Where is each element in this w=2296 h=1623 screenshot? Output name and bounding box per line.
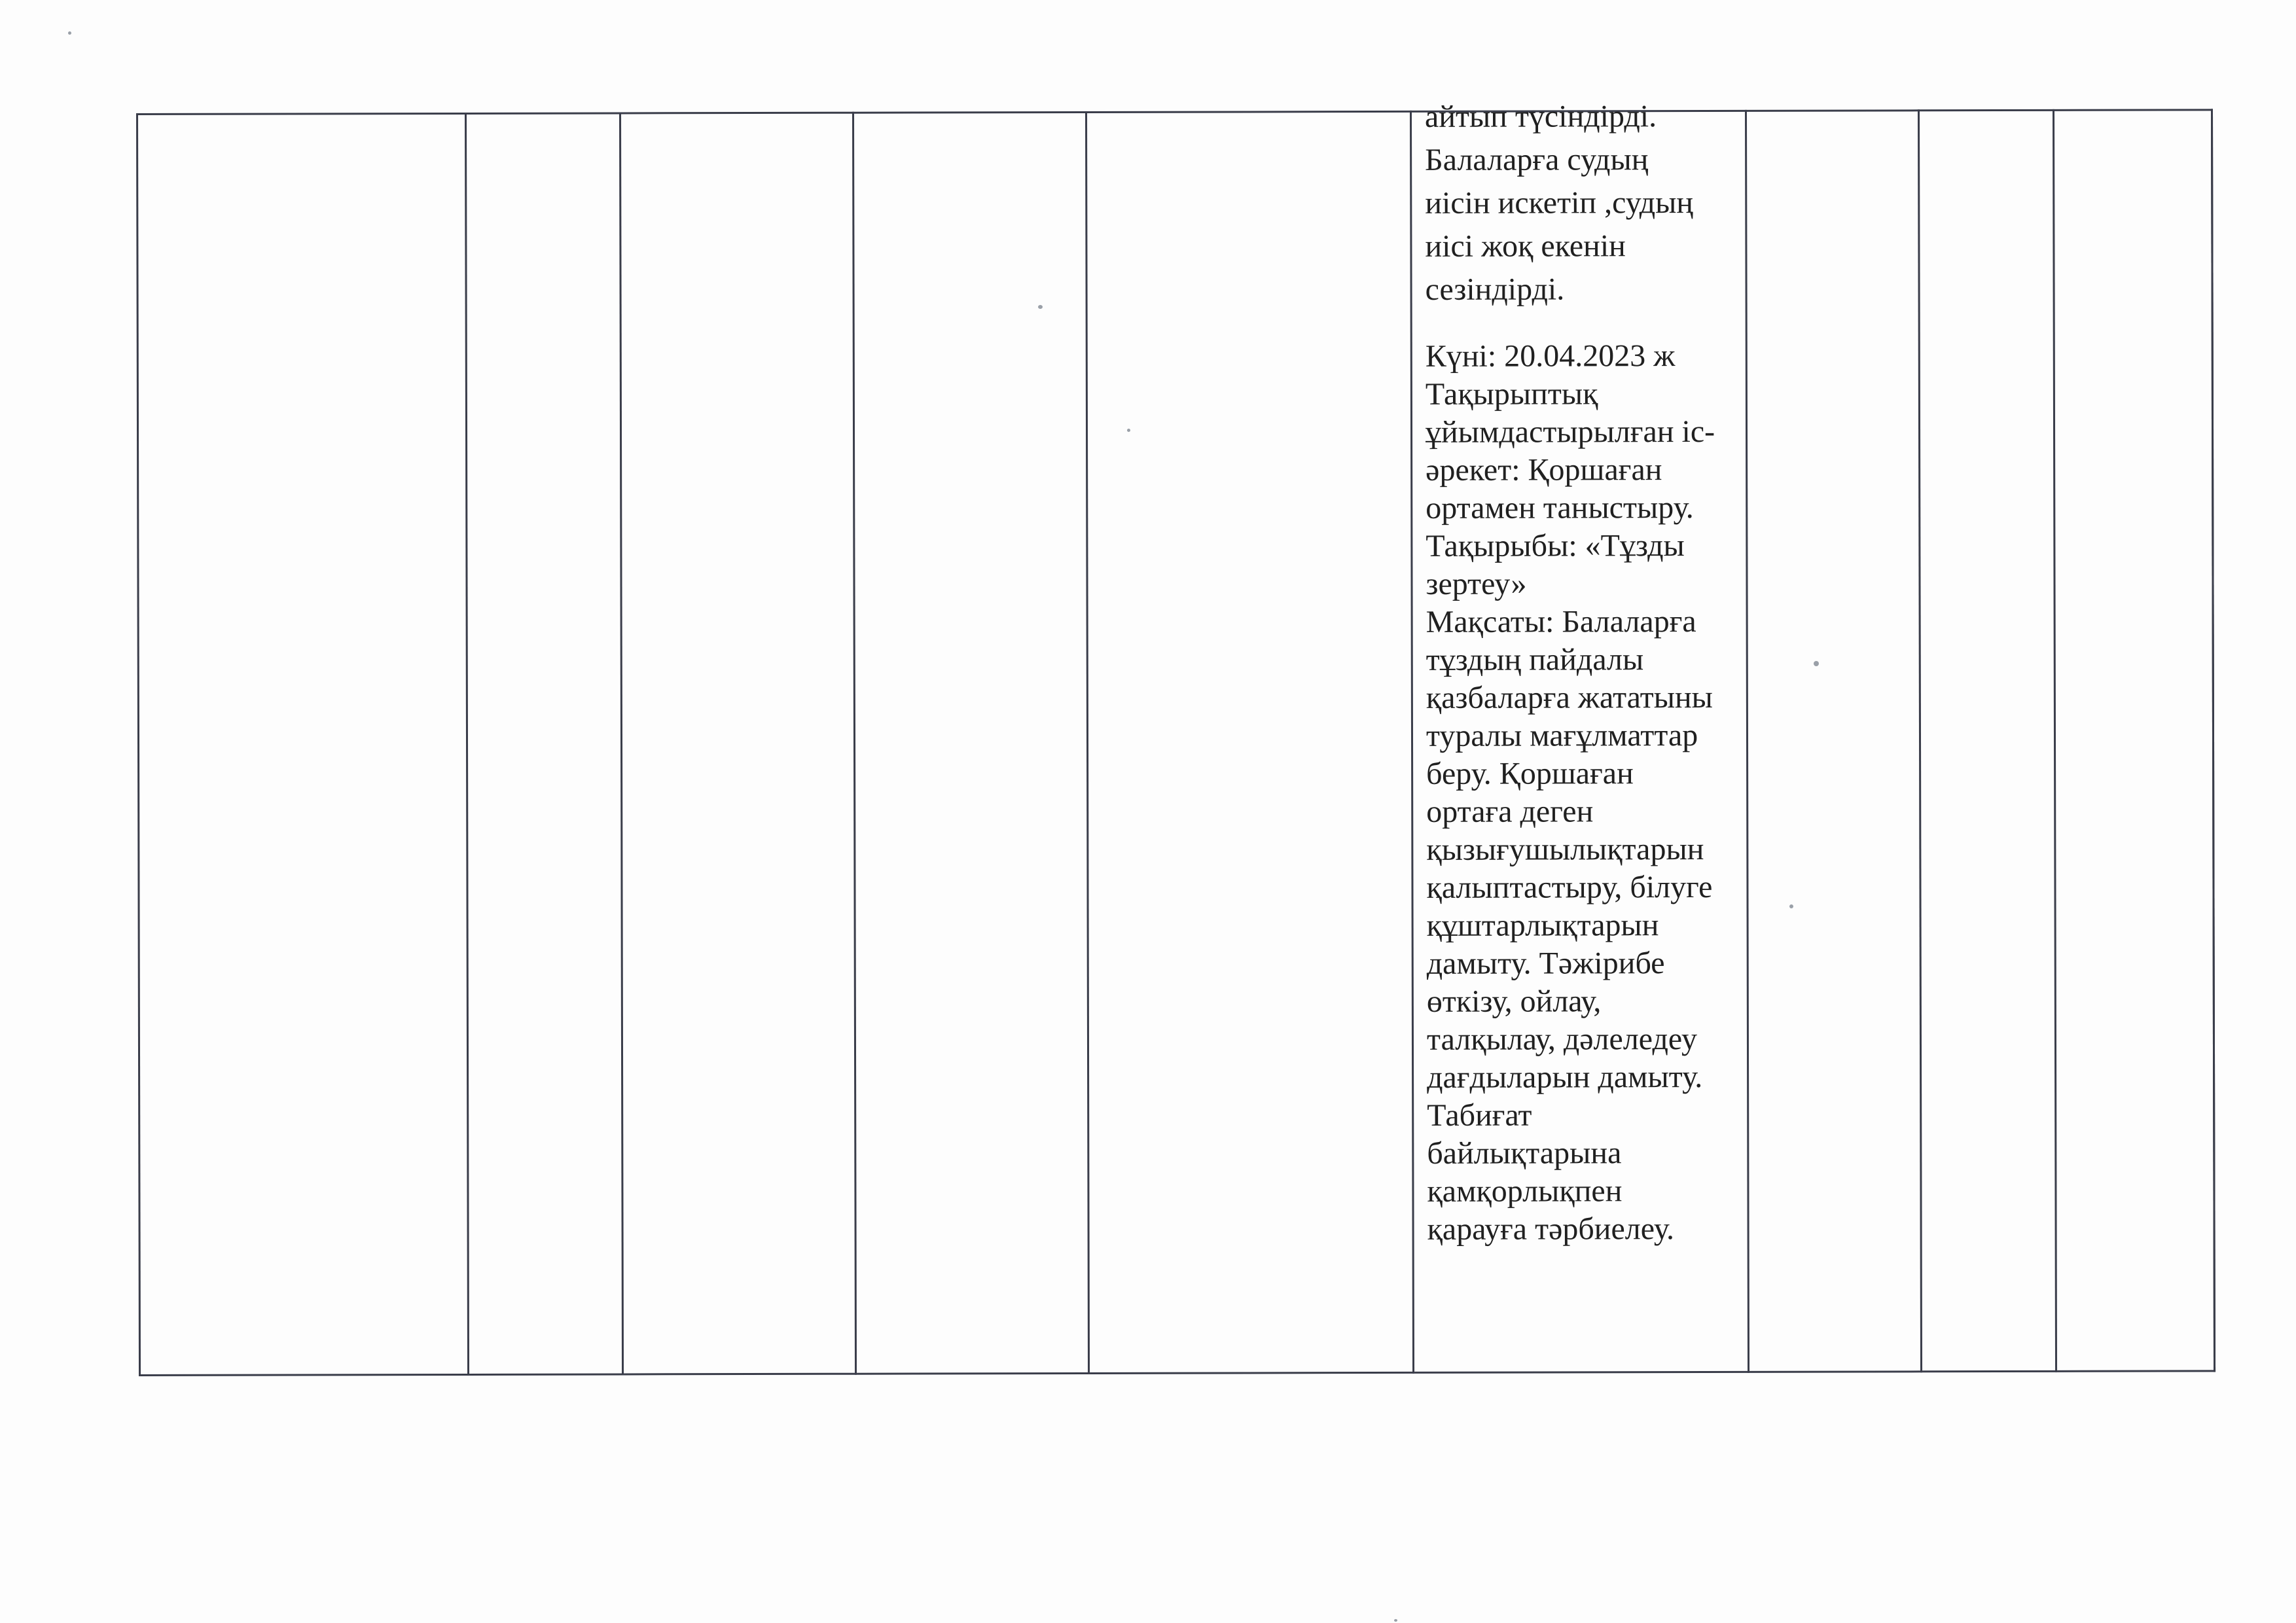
scan-speck <box>1789 904 1793 908</box>
text-line: Күні: 20.04.2023 ж <box>1425 338 1676 374</box>
table-cell-1 <box>137 113 469 1375</box>
table-cell-5 <box>1086 111 1414 1373</box>
text-line: ортамен таныстыру. <box>1426 490 1694 526</box>
text-line: Табиғат <box>1427 1097 1532 1133</box>
activity-entry <box>1426 337 1732 1249</box>
table-cell-7 <box>1746 111 1921 1372</box>
text-line: құштарлықтарын <box>1426 908 1659 943</box>
table-cell-4 <box>853 112 1089 1374</box>
text-line: Мақсаты: Балаларға <box>1426 604 1696 639</box>
paragraph-gap <box>1426 311 1730 338</box>
text-line: айтып түсіндірді. <box>1424 99 1657 134</box>
scan-speck <box>68 31 71 35</box>
scan-speck <box>1814 661 1819 666</box>
text-line: өткізу, ойлау, <box>1426 984 1602 1019</box>
table-cell-9 <box>2053 110 2214 1372</box>
table-cell-2 <box>466 113 623 1374</box>
text-line: беру. Қоршаған <box>1426 756 1634 791</box>
scan-speck <box>1394 1619 1397 1622</box>
text-line: Балаларға судың <box>1425 142 1649 177</box>
text-line: қарауға тәрбиелеу. <box>1427 1211 1675 1247</box>
activity-description <box>1412 95 1748 1249</box>
scan-speck <box>1127 429 1130 432</box>
table-row <box>137 110 2215 1376</box>
scan-speck <box>1038 305 1043 309</box>
text-line: тұздың пайдалы <box>1426 642 1644 677</box>
table-cell-8 <box>1918 110 2056 1371</box>
text-line: Тақырыбы: «Тұзды <box>1426 528 1685 563</box>
plan-table <box>136 99 2215 1376</box>
text-line: талқылау, дәлеледеу <box>1426 1022 1697 1057</box>
text-line: қызығушылықтарын <box>1426 831 1704 867</box>
text-line: дағдыларын дамыту. <box>1427 1059 1703 1095</box>
text-line: қамқорлықпен <box>1427 1173 1623 1209</box>
text-line: әрекет: Қоршаған <box>1426 452 1662 488</box>
text-line: қалыптастыру, білуге <box>1426 869 1713 905</box>
text-line: ортаға деген <box>1426 794 1594 829</box>
text-line: иісін искетіп ,судың <box>1425 185 1694 221</box>
table-cell-3 <box>620 113 856 1374</box>
text-line: иісі жоқ екенін <box>1425 228 1626 264</box>
text-line: Тақырыптық <box>1425 376 1598 412</box>
text-line: туралы мағұлматтар <box>1426 718 1698 753</box>
text-line: зертеу» <box>1426 566 1527 601</box>
text-line: сезіндірді. <box>1425 272 1565 307</box>
continued-paragraph <box>1425 95 1730 312</box>
text-line: байлықтарына <box>1427 1135 1622 1171</box>
text-line: қазбаларға жататыны <box>1426 679 1713 715</box>
table-cell-text <box>1410 99 1748 1372</box>
text-line: ұйымдастырылған іс- <box>1425 414 1715 450</box>
text-line: дамыту. Тәжірибе <box>1426 946 1665 981</box>
